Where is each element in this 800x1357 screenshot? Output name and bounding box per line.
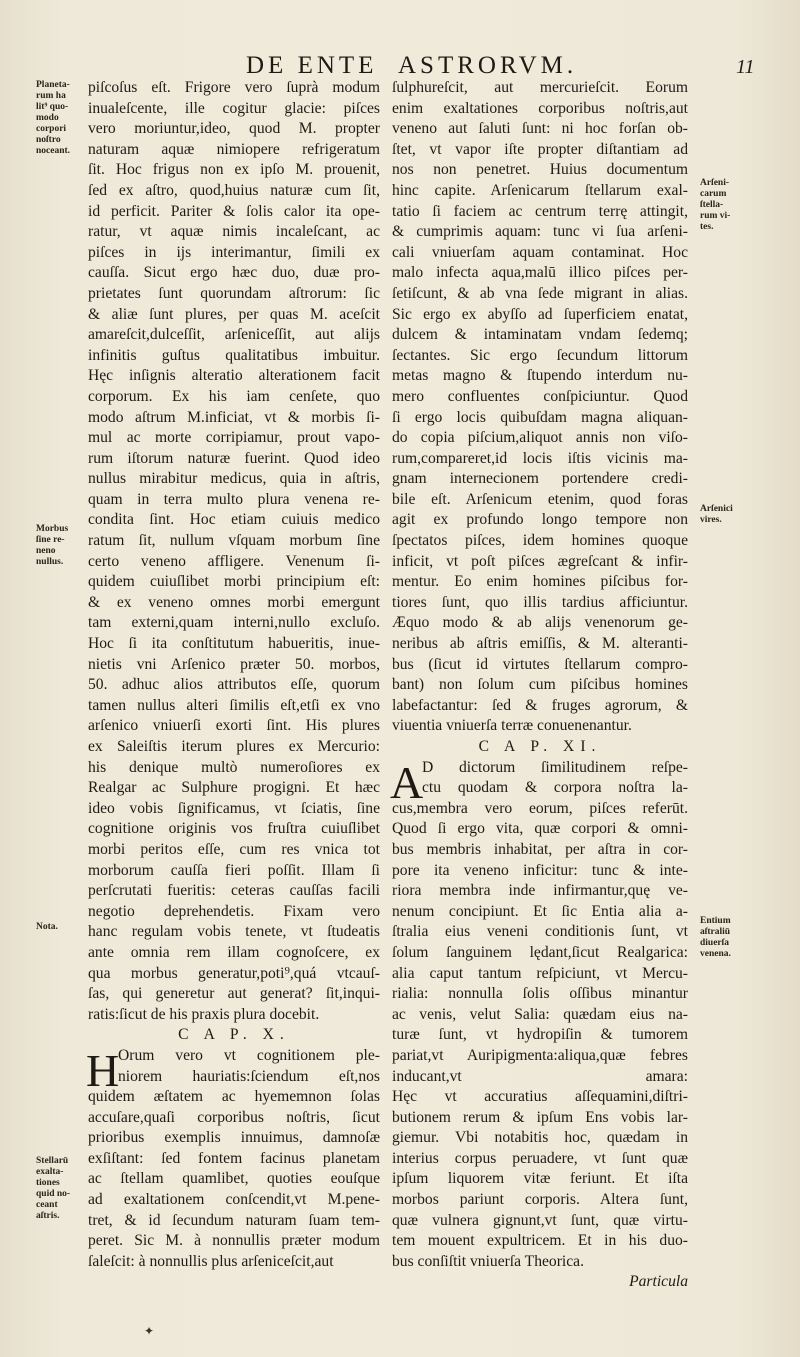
text-line: inualeſcente, ille cogitur glacie: piſces: [88, 99, 380, 117]
text-line: certo veneno affligere. Venenum ſi-: [88, 552, 380, 570]
text-line: bus membris inhabitat, per aſtra in cor-: [392, 840, 688, 858]
margin-note-nota: [36, 922, 86, 933]
margin-note-line: noſtro: [36, 135, 61, 145]
text-line: viuentia vniuerſa terræ conuenenantur.: [392, 717, 632, 735]
text-line: cauſſa. Sicut ergo hæc duo, duæ pro-: [88, 264, 380, 282]
text-line: Orum vero vt cognitionem ple-: [118, 1046, 380, 1064]
text-line: ſi ergo locis quibuſdam magna aliquan-: [392, 408, 688, 426]
text-line: bus conſiſtit vniuerſa Theorica.: [392, 1252, 584, 1270]
text-line: dulcem & intaminatam vndam ſedemq;: [392, 326, 688, 344]
text-line: cognitione originis vos fruſtra cuiuſlibet: [88, 820, 380, 838]
text-line: nietis vni Arſenico præter 50. morbos,: [88, 655, 380, 673]
text-line: ſulphureſcit, aut mercurieſcit. Eorum: [392, 79, 688, 96]
text-line: perſcrutati fueritis: ceteras cauſſas facili: [88, 882, 380, 900]
margin-note-morbus: [36, 524, 86, 568]
text-line: ſolum ſanguinem lędant,ſicut Realgarica:: [392, 943, 688, 961]
chapter-x-text: [88, 1046, 380, 1273]
text-line: tatio ſi faciem ac centrum terrę attingit,: [392, 202, 688, 220]
margin-note-line: vires.: [700, 515, 722, 525]
text-line: ſpectatos piſces, idem homines quoque: [392, 532, 688, 550]
text-line: quidem æſtatem ac hyememnon ſolas: [88, 1088, 380, 1106]
text-line: ante omnia rem illam cognoſcere, ex: [88, 943, 380, 961]
text-line: 50. adhuc alios attributos eſſe, quorum: [88, 676, 380, 694]
text-line: bant) non ſolum cum piſcibus homines: [392, 676, 688, 694]
text-line: Realgar ac Sulphure progigni. Et hæc: [88, 779, 380, 797]
text-line: morborum cauſſa fieri poſſit. Illam ſi: [88, 861, 380, 879]
margin-note-line: quid no-: [36, 1189, 71, 1199]
text-line: ideo vobis ſignificamus, vt ſciatis, ſine: [88, 799, 380, 817]
margin-note-line: venena.: [700, 949, 731, 959]
text-line: & aliæ ſunt plures, per quas M. aceſcit: [88, 305, 380, 323]
text-line: infinitis guſtus qualitatibus imbuitur.: [88, 346, 380, 364]
text-line: modo aſtrum M.inficiat, vt & morbis ſi-: [88, 408, 380, 426]
text-line: veneno aut ſaluti ſunt: ni hoc forſan ob-: [392, 120, 688, 138]
text-line: ac ſtellam quamlibet, quoties eouſque: [88, 1170, 380, 1188]
margin-note-line: aſtris.: [36, 1211, 60, 1221]
text-line: ac venis, velut Salia: quædam eius na-: [392, 1005, 688, 1023]
text-line: riora membra inde infirmantur,quę ve-: [392, 882, 688, 900]
chapter-x-lines: [88, 1046, 380, 1273]
margin-note-line: noceant.: [36, 146, 71, 156]
margin-note-line: aſtraliū: [700, 927, 731, 937]
text-line: Æquo modo & ab alijs venenorum ge-: [392, 614, 688, 632]
margin-note-stellarum: [36, 1156, 86, 1222]
text-line: labefactantur: ſed & fruges agrorum, &: [392, 696, 688, 714]
chapter-xi-lines: [392, 758, 688, 1273]
text-line: nos non penetret. Huius documentum: [392, 161, 688, 179]
text-line: peret. Sic M. à nonnullis præter modum: [88, 1232, 380, 1250]
text-line: rum iſtorum naturæ fuerint. Quod ideo: [88, 449, 380, 467]
running-title-right: ASTRORVM.: [398, 52, 578, 79]
text-line: turæ ſunt, vt hydropiſin & tumorem: [392, 1026, 688, 1044]
text-line: prioribus exemplis innuimus, damnoſæ: [88, 1129, 380, 1147]
text-line: bile eſt. Arſenicum etenim, quod foras: [392, 490, 688, 508]
chapter-heading-xi: C A P. XI.: [478, 738, 602, 755]
text-line: butionem rerum & ipſum Ens vobis lar-: [392, 1108, 688, 1126]
margin-note-line: rum vi-: [700, 211, 731, 221]
text-line: agit ex profundo longo tempore non: [392, 511, 688, 529]
margin-note-planetarum: [36, 80, 86, 157]
text-line: piſces in ijs interimantur, ſimili ex: [88, 243, 380, 261]
text-line: prietates ſunt quorundam aſtrorum: ſic: [88, 284, 380, 302]
margin-note-line: nullus.: [36, 557, 64, 567]
text-line: pore ita veneno inficitur: tunc & inte-: [392, 861, 688, 879]
text-line: condita ſint. Hoc etiam cuiuis medico: [88, 511, 380, 529]
text-line: quidem cuiuſlibet morbi principium eſt:: [88, 573, 380, 591]
catchword: Particula: [629, 1273, 688, 1291]
margin-note-line: tiones: [36, 1178, 60, 1188]
text-line: ſas, qui generetur aut generat? ſit,inqui-: [88, 985, 380, 1003]
text-line: inficit, vt poſt piſces ægreſcant & infir-: [392, 552, 688, 570]
text-line: Hęc inſignis alteratio alterationem facit: [88, 367, 380, 385]
text-line: nullus mirabitur medicus, quia in aſtris,: [88, 470, 380, 488]
text-line: interius corpus peruadere, vt ſunt quæ: [392, 1149, 688, 1167]
text-line: mul ac morte corripiamur, prout vapo-: [88, 429, 380, 447]
text-line: pariat,vt Auripigmenta:aliqua,quæ febres: [392, 1046, 688, 1064]
page-number: 11: [736, 56, 755, 78]
margin-note-line: modo: [36, 113, 59, 123]
text-line: ctu quodam & corpora noſtra la-: [422, 779, 688, 797]
text-line: & cumprimis aquam: tunc vi ſua arſeni-: [392, 223, 688, 241]
text-line: ratis:ſicut de his praxis plura docebit.: [88, 1005, 320, 1023]
text-line: D dictorum ſimilitudinem reſpe-: [422, 758, 688, 776]
text-line: ſed ex aſtro, quod,huius naturæ cum ſit,: [88, 181, 380, 199]
text-line: ſtet, vt vapor iſte propter diſtantiam ad: [392, 140, 688, 158]
margin-note-line: neno: [36, 546, 56, 556]
text-line: negotio deprehendetis. Fixam vero: [88, 902, 380, 920]
margin-note-arsenicarum: [700, 178, 746, 233]
text-line: tam externi,quam interni,nullo excluſo.: [88, 614, 380, 632]
margin-note-entium: [700, 916, 746, 960]
text-line: ratur, vt aquæ nimis incaleſcant, ac: [88, 223, 380, 241]
text-line: giemur. Vbi notabitis hoc, quædam in: [392, 1129, 688, 1147]
margin-note-line: Arſenici: [700, 504, 733, 514]
text-line: ſtralia eius veneni conditionis ſunt, vt: [392, 923, 688, 941]
text-line: morbi peritos eſſe, cum res vnica tot: [88, 840, 380, 858]
margin-note-line: Entium: [700, 916, 731, 926]
text-line: ſit. Hoc frigus non ex ipſo M. prouenit,: [88, 161, 380, 179]
text-line: ad exaltationem conſcendit,vt M.pene-: [88, 1191, 380, 1209]
text-line: vero moriuntur,ideo, quod M. propter: [88, 120, 380, 138]
margin-note-line: tes.: [700, 222, 714, 232]
chapter-heading-x: C A P. X.: [178, 1026, 290, 1044]
text-line: Quod ſi ergo vita, quæ corpori & omni-: [392, 820, 688, 838]
margin-note-line: Nota.: [36, 922, 58, 932]
text-line: nenum concipiunt. Et ſic Entia alia a-: [392, 902, 688, 920]
text-line: quam in terra multo plura venena re-: [88, 490, 380, 508]
left-column: [88, 78, 380, 1272]
margin-note-line: Arſeni-: [700, 178, 730, 188]
text-line: Hęc vt accuratius aſſequamini,diſtri-: [392, 1088, 688, 1106]
drop-capital-a: A: [390, 756, 424, 808]
text-line: mentur. Eo enim homines piſcibus for-: [392, 573, 688, 591]
text-line: enim exaltationes corporibus noſtris,aut: [392, 99, 688, 117]
text-line: malo infecta aqua,malū illico piſces per-: [392, 264, 688, 282]
text-line: ſectantes. Sic ergo ſecundum littorum: [392, 346, 688, 364]
text-line: tret, & id ſecundum naturam ſuam tem-: [88, 1211, 380, 1229]
text-line: inducant,vt amara:: [392, 1067, 688, 1085]
text-line: tem mouent expultricem. Et in his duo-: [392, 1232, 688, 1250]
text-line: piſcoſus eſt. Frigore vero ſuprà modum: [88, 79, 380, 96]
text-line: neribus ab aſtris emiſſis, & M. alteranti-: [392, 635, 688, 653]
text-line: hanc regulam vobis tenete, vt ſtudeatis: [88, 923, 380, 941]
margin-note-line: Stellarū: [36, 1156, 69, 1166]
text-line: cali vniuerſam aquam contaminat. Hoc: [392, 243, 688, 261]
text-line: ratum ſit, nullum vſquam morbum ſine: [88, 532, 380, 550]
text-line: rialia: nonnulla ſolis oſſibus minantur: [392, 985, 688, 1003]
running-title-left: DE ENTE: [246, 52, 378, 79]
margin-note-line: ſine re-: [36, 535, 65, 545]
margin-note-line: Morbus: [36, 524, 69, 534]
text-line: gnam internecionem portendere credi-: [392, 470, 688, 488]
text-line: ſaleſcit: à nonnullis plus arſeniceſcit,aut: [88, 1252, 334, 1270]
text-line: ex Saleiſtis iterum plures ex Mercurio:: [88, 738, 380, 755]
text-line: ipſum liquorem vitæ feriunt. Et iſta: [392, 1170, 688, 1188]
margin-note-line: ceant: [36, 1200, 58, 1210]
text-line: cus,membra vero eorum, piſces referūt.: [392, 799, 688, 817]
margin-note-line: exalta-: [36, 1167, 64, 1177]
text-line: exſiſtant: ſed fontem facinus planetam: [88, 1149, 380, 1167]
margin-note-line: rum ha: [36, 91, 66, 101]
text-line: accuſare,quaſi corporibus noſtris, ſicut: [88, 1108, 380, 1126]
text-line: bus (ſicut id virtutes ſtellarum compro-: [392, 655, 688, 673]
text-line: corporum. Ex his iam cenſete, quo: [88, 387, 380, 405]
text-line: mero confluentes conſpiciuntur. Quod: [392, 387, 688, 405]
chapter-xi-text: [392, 758, 688, 1273]
text-line: his denique multò numeroſiores ex: [88, 758, 380, 776]
text-line: Hoc ſi ita conſtitutum habueritis, inue-: [88, 635, 380, 653]
text-line: ſetiſcunt, & ab vna ſede migrant in alias.: [392, 284, 688, 302]
text-line: niorem hauriatis:ſciendum eſt,nos: [118, 1067, 380, 1085]
text-line: naturam aquæ nimiopere refrigeratum: [88, 140, 380, 158]
margin-note-line: diuerſa: [700, 938, 730, 948]
text-line: rum,compareret,id locis iſtis vicinis ma-: [392, 449, 688, 467]
text-line: metas magno & ſtupendo interdum nu-: [392, 367, 688, 385]
text-line: tiores ſunt, quo illis tardius afficiuntur.: [392, 593, 688, 611]
text-line: Sic ergo ex abyſſo ad ſuperficiem enatat,: [392, 305, 688, 323]
left-column-text: [88, 78, 380, 1025]
margin-note-line: carum: [700, 189, 727, 199]
margin-note-arsenici: [700, 504, 746, 526]
text-line: qua morbus generatur,poti⁹,quá vtcauſ-: [88, 964, 380, 982]
text-line: alia caput tantum reſpiciunt, vt Mercu-: [392, 964, 688, 982]
right-column: [392, 78, 688, 1293]
margin-note-line: corpori: [36, 124, 67, 134]
text-line: morbos pariunt corporis. Altera ſunt,: [392, 1191, 688, 1209]
text-line: quæ vulnera gignunt,vt ſunt, quæ virtu-: [392, 1211, 688, 1229]
text-line: id perficit. Pariter & ſolis calor ita ope-: [88, 202, 380, 220]
text-line: & ex veneno omnes morbi emergunt: [88, 593, 380, 611]
margin-note-line: ſtella-: [700, 200, 724, 210]
text-line: amareſcit,dulceſſit, arſeniceſſit, aut alijs: [88, 326, 380, 344]
margin-note-line: lit⁹ quo-: [36, 102, 69, 112]
text-line: arſenico vniuerſi exorti ſint. His plures: [88, 717, 380, 735]
text-line: tamen nullus alteri ſimilis eſt,etſi ex vno: [88, 696, 380, 714]
margin-note-line: Planeta-: [36, 80, 70, 90]
text-line: hinc capite. Arſenicarum ſtellarum exal-: [392, 181, 688, 199]
drop-capital-h: H: [86, 1044, 120, 1096]
ornament-mark: ✦: [144, 1324, 155, 1338]
text-line: do copia piſcium,aliquot annis non viſo-: [392, 429, 688, 447]
right-column-text: [392, 78, 688, 737]
